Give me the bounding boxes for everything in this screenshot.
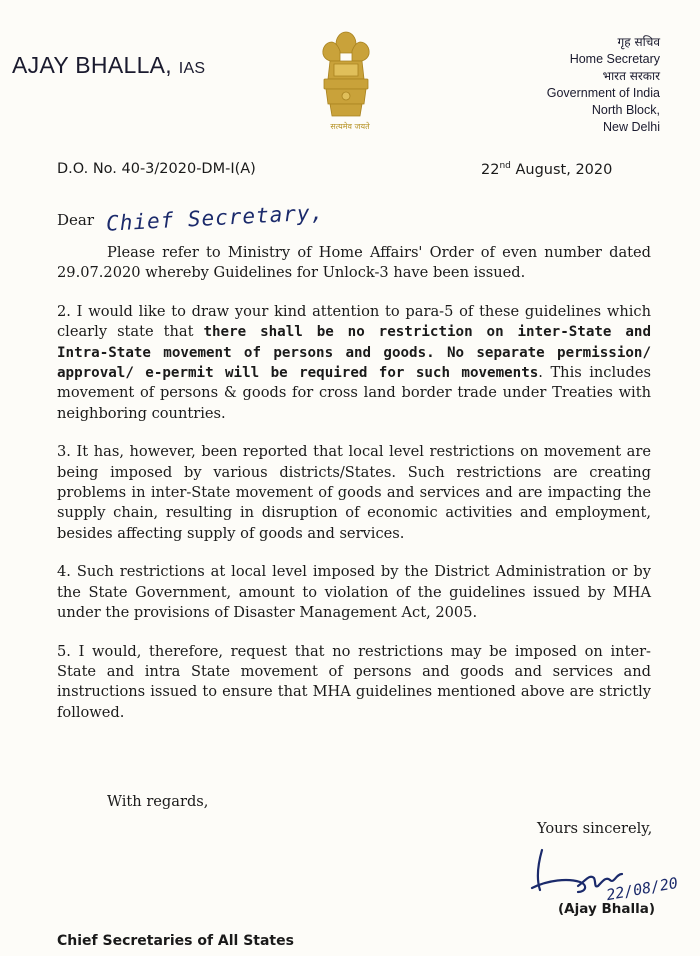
salutation-dear: Dear	[57, 211, 95, 229]
date-rest: August, 2020	[510, 161, 613, 178]
letter-body	[57, 243, 651, 741]
sender-name-text: AJAY BHALLA,	[12, 52, 172, 78]
sender-name	[12, 52, 205, 79]
regards: With regards,	[107, 793, 209, 810]
signature-date: 22/08/20	[604, 873, 680, 905]
letter-date	[481, 161, 612, 178]
emblem-motto: सत्यमेव जयते	[330, 122, 370, 131]
reference-number: D.O. No. 40-3/2020-DM-I(A)	[57, 161, 256, 177]
office-line-home-secretary: Home Secretary	[569, 52, 660, 66]
closing: Yours sincerely,	[537, 820, 653, 837]
handwritten-addressee: Chief Secretary,	[105, 200, 325, 236]
date-suffix: nd	[499, 161, 511, 171]
office-line-government-hindi: भारत सरकार	[602, 69, 660, 83]
salutation	[57, 200, 325, 236]
paragraph-1: Please refer to Ministry of Home Affairs' Order of even number dated 29.07.2020 whereby Guidelines for Unlock-3 have been issued.	[57, 244, 651, 282]
office-address	[547, 34, 660, 136]
paragraph-2	[57, 302, 651, 424]
paragraph-3: 3. It has, however, been reported that local level restrictions on movement are being imposed by various districts/States. Such restrictions are creating problems in inter-State movement of goods and services and are impacting the supply chain, resulting in disruption of economic activities and employment, besides affecting supply of goods and services.	[57, 443, 651, 542]
sender-suffix: IAS	[178, 60, 206, 77]
date-day: 22	[481, 161, 500, 178]
paragraph-2-end: . This includes movement of persons & goods for cross land border trade under Treaties with neighboring countries.	[57, 364, 652, 422]
paragraph-2-emphasis: there shall be no restriction on inter-State and Intra-State movement of persons and goods. No separate permission/ approval/ e-permit will be required for such movements	[57, 324, 652, 382]
signatory-name: (Ajay Bhalla)	[558, 901, 655, 917]
office-line-new-delhi: New Delhi	[603, 120, 660, 134]
national-emblem-icon	[312, 24, 380, 136]
paragraph-5: 5. I would, therefore, request that no restrictions may be imposed on inter-State and intra State movement of persons and goods and services and instructions issued to ensure that MHA guidelines mentioned above are strictly followed.	[57, 642, 651, 721]
paragraph-2-start: 2. I would like to draw your kind attention to para-5 of these guidelines which clearly state that	[57, 302, 651, 341]
paragraph-4: 4. Such restrictions at local level imposed by the District Administration or by the State Government, amount to violation of the guidelines issued by MHA under the provisions of Disaster Management Act, 2005.	[57, 563, 651, 622]
recipient: Chief Secretaries of All States	[57, 933, 294, 949]
office-line-north-block: North Block,	[591, 103, 660, 117]
office-line-home-secretary-hindi: गृह सचिव	[617, 35, 660, 49]
office-line-government: Government of India	[546, 86, 660, 100]
